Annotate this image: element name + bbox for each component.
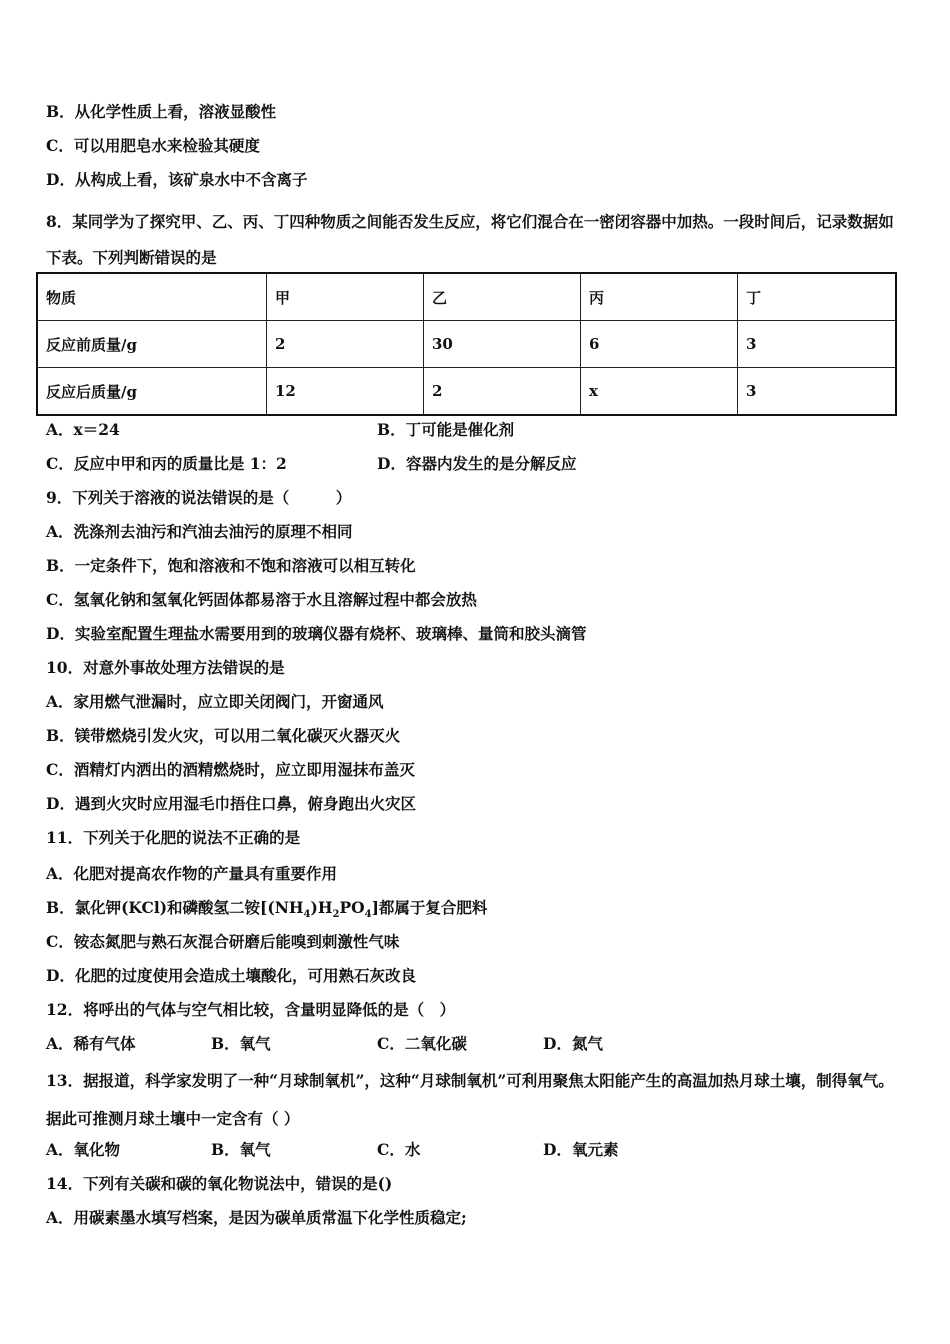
- table-cell: 反应后质量/g: [37, 368, 267, 416]
- table-row: [37, 321, 896, 368]
- table-cell: x: [581, 368, 738, 416]
- subscript: 4: [303, 909, 311, 921]
- q10-option-b: B．镁带燃烧引发火灾，可以用二氧化碳灭火器灭火: [46, 726, 401, 745]
- q11-option-a: A．化肥对提高农作物的产量具有重要作用: [46, 864, 338, 883]
- q11-option-b-text: ]都属于复合肥料: [371, 898, 488, 917]
- table-row: [37, 368, 896, 416]
- q9-option-a: A．洗涤剂去油污和汽油去油污的原理不相同: [46, 522, 353, 541]
- table-cell: 3: [738, 368, 897, 416]
- q9-option-d: D．实验室配置生理盐水需要用到的玻璃仪器有烧杯、玻璃棒、量筒和胶头滴管: [46, 624, 587, 643]
- table-cell: 丙: [581, 273, 738, 321]
- table-cell: 2: [267, 321, 424, 368]
- q13-option-a: A．氧化物: [46, 1140, 121, 1159]
- table-cell: 物质: [37, 273, 267, 321]
- q10-option-a: A．家用燃气泄漏时，应立即关闭阀门，开窗通风: [46, 692, 384, 711]
- q7-option-b: B．从化学性质上看，溶液显酸性: [46, 102, 277, 121]
- q8-option-a: A．x＝24: [46, 420, 120, 439]
- q10-option-c: C．酒精灯内洒出的酒精燃烧时，应立即用湿抹布盖灭: [46, 760, 415, 779]
- subscript: 4: [364, 909, 372, 921]
- q11-stem: 11．下列关于化肥的说法不正确的是: [46, 828, 301, 847]
- table-cell: 反应前质量/g: [37, 321, 267, 368]
- q13-stem: 13．据报道，科学家发明了一种“月球制氧机”，这种“月球制氧机”可利用聚焦太阳能产生的高温加热月球土壤，制得氧气。据此可推测月球土壤中一定含有（ ）: [46, 1071, 894, 1128]
- q8-option-b: B．丁可能是催化剂: [377, 420, 515, 439]
- subscript: 2: [332, 909, 340, 921]
- q13-option-c: C．水: [377, 1140, 421, 1159]
- q8-data-table: [36, 272, 897, 416]
- q13-option-b: B．氧气: [211, 1140, 271, 1159]
- table-cell: 12: [267, 368, 424, 416]
- q12-option-b: B．氧气: [211, 1034, 271, 1053]
- q12-option-c: C．二氧化碳: [377, 1034, 467, 1053]
- q11-option-b-text: B．氯化钾(KCl)和磷酸氢二铵[(NH: [46, 898, 304, 917]
- q9-option-b: B．一定条件下，饱和溶液和不饱和溶液可以相互转化: [46, 556, 416, 575]
- table-cell: 3: [738, 321, 897, 368]
- q12-option-d: D．氮气: [543, 1034, 603, 1053]
- q9-option-c: C．氢氧化钠和氢氧化钙固体都易溶于水且溶解过程中都会放热: [46, 590, 477, 609]
- table-cell: 乙: [424, 273, 581, 321]
- q8-option-d: D．容器内发生的是分解反应: [377, 454, 577, 473]
- q11-option-b-text: PO: [339, 898, 365, 917]
- q10-stem: 10．对意外事故处理方法错误的是: [46, 658, 285, 677]
- table-cell: 丁: [738, 273, 897, 321]
- q13-option-d: D．氧元素: [543, 1140, 619, 1159]
- q8-stem: 8．某同学为了探究甲、乙、丙、丁四种物质之间能否发生反应，将它们混合在一密闭容器中加热。一段时间后，记录数据如下表。下列判断错误的是: [46, 212, 894, 267]
- q14-option-a: A．用碳素墨水填写档案，是因为碳单质常温下化学性质稳定;: [46, 1208, 467, 1227]
- q11-option-c: C．铵态氮肥与熟石灰混合研磨后能嗅到刺激性气味: [46, 932, 400, 951]
- q9-stem: 9．下列关于溶液的说法错误的是（ ）: [46, 488, 352, 507]
- q12-option-a: A．稀有气体: [46, 1034, 136, 1053]
- q7-option-c: C．可以用肥皂水来检验其硬度: [46, 136, 260, 155]
- table-cell: 30: [424, 321, 581, 368]
- table-cell: 2: [424, 368, 581, 416]
- table-cell: 甲: [267, 273, 424, 321]
- q8-option-c: C．反应中甲和丙的质量比是 1：2: [46, 454, 287, 473]
- q14-stem: 14．下列有关碳和碳的氧化物说法中，错误的是(): [46, 1174, 393, 1193]
- table-cell: 6: [581, 321, 738, 368]
- table-row: [37, 273, 896, 321]
- q11-option-b: [46, 898, 487, 925]
- q12-stem: 12．将呼出的气体与空气相比较，含量明显降低的是（ ）: [46, 1000, 456, 1019]
- q11-option-d: D．化肥的过度使用会造成土壤酸化，可用熟石灰改良: [46, 966, 416, 985]
- q11-option-b-text: )H: [310, 898, 333, 917]
- q10-option-d: D．遇到火灾时应用湿毛巾捂住口鼻，俯身跑出火灾区: [46, 794, 416, 813]
- q7-option-d: D．从构成上看，该矿泉水中不含离子: [46, 170, 308, 189]
